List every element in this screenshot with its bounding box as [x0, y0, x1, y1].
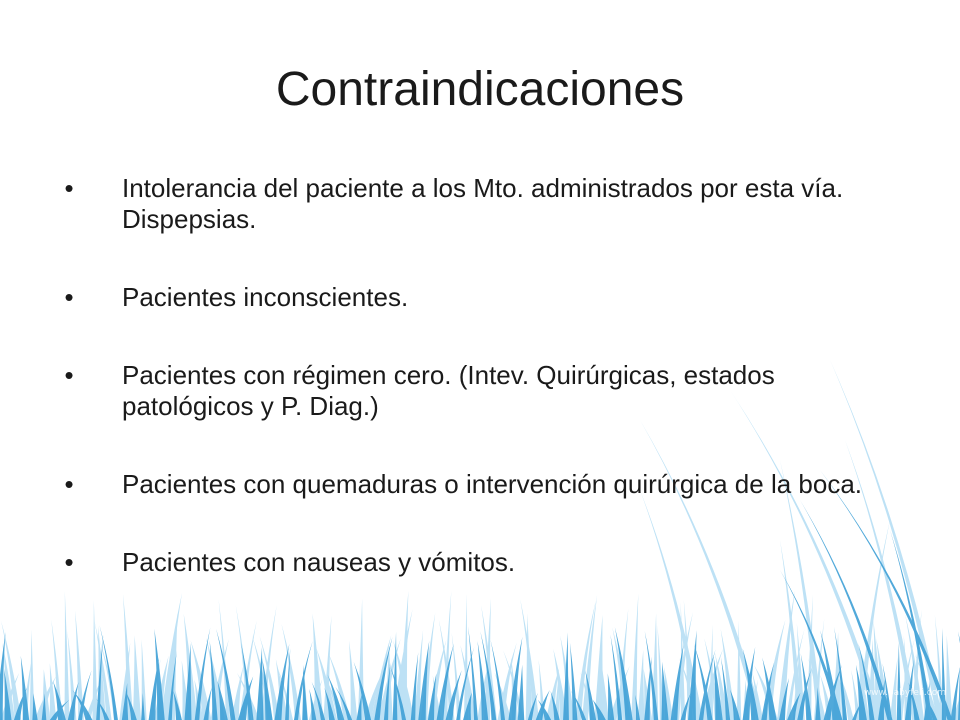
bullet-icon: •: [64, 469, 74, 499]
grass-blade: [631, 593, 638, 720]
grass-blade: [464, 594, 468, 720]
bullet-icon: •: [64, 360, 74, 390]
grass-blade: [133, 635, 141, 720]
bullet-text: Pacientes con régimen cero. (Intev. Quirúrgicas, estados patológicos y P. Diag.): [122, 360, 775, 421]
watermark-text: www.babyfeli.com: [863, 688, 946, 698]
grass-blade: [638, 650, 645, 720]
grass-blade: [92, 600, 97, 720]
bullet-icon: •: [64, 547, 74, 577]
bullet-item: [55, 469, 905, 500]
grass-blade: [897, 642, 902, 720]
bullet-item: [55, 547, 905, 578]
bullet-text: Pacientes con quemaduras o intervención quirúrgica de la boca.: [122, 469, 863, 499]
grass-blade: [64, 591, 69, 720]
bullet-text: Intolerancia del paciente a los Mto. administrados por esta vía. Dispepsias.: [122, 173, 844, 234]
bullet-list: [55, 173, 905, 578]
bullet-item: [55, 360, 905, 422]
bullet-text: Pacientes inconscientes.: [122, 282, 409, 312]
bullet-text: Pacientes con nauseas y vómitos.: [122, 547, 516, 577]
bullet-icon: •: [64, 173, 74, 203]
bullet-item: [55, 173, 905, 235]
grass-blade: [349, 640, 357, 720]
bullet-icon: •: [64, 282, 74, 312]
bullet-item: [55, 282, 905, 313]
grass-blade: [608, 673, 615, 720]
grass-blade: [256, 647, 263, 720]
slide-title: Contraindicaciones: [275, 63, 685, 116]
grass-blade: [518, 665, 525, 720]
grass-blade: [563, 632, 569, 720]
